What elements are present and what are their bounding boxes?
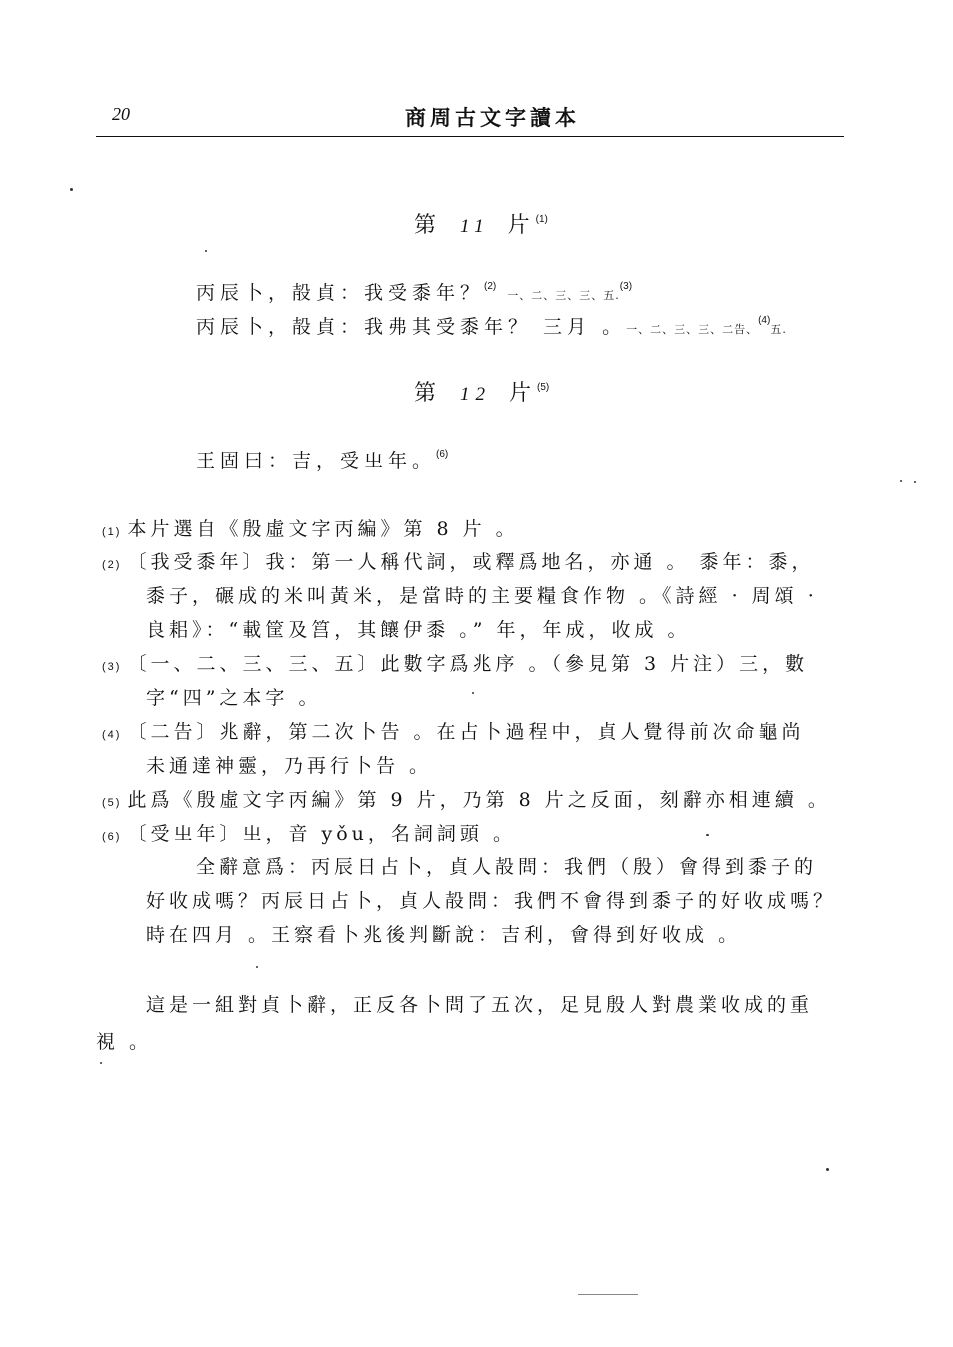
inscription-line bbox=[196, 278, 632, 305]
conclusion-line: 視 。 bbox=[96, 1031, 153, 1053]
scan-speck bbox=[472, 692, 474, 694]
scan-speck bbox=[256, 966, 258, 968]
note-2-cont: 良耜》：“載筐及筥，其饟伊黍 。” 年，年成，收成 。 bbox=[146, 619, 691, 641]
note-2 bbox=[102, 547, 815, 574]
inscription-line bbox=[196, 312, 787, 339]
section-heading-12 bbox=[414, 376, 549, 407]
crack-numbers-end: 五. bbox=[770, 323, 787, 336]
note-2-cont: 黍子，碾成的米叫黃米，是當時的主要糧食作物 。《詩經 · 周頌 · bbox=[146, 585, 818, 607]
scan-speck bbox=[205, 250, 207, 252]
inscription-text: 丙辰卜，㱿貞：我弗其受黍年？ 三月 。 bbox=[196, 316, 627, 338]
scan-speck bbox=[826, 1168, 829, 1171]
scan-speck bbox=[70, 188, 73, 191]
footnote-ref: (5) bbox=[537, 382, 550, 393]
scan-speck bbox=[900, 480, 902, 482]
heading-suffix: 片 bbox=[509, 381, 538, 406]
note-6 bbox=[102, 819, 516, 846]
note-text: 此爲《殷虛文字丙編》第 9 片，乃第 8 片之反面，刻辭亦相連續 。 bbox=[127, 789, 831, 811]
note-5 bbox=[102, 785, 831, 812]
note-marker: (5) bbox=[102, 797, 122, 809]
crack-numbers: 一、二、三、三、五. bbox=[507, 289, 620, 302]
note-marker: (6) bbox=[102, 831, 122, 843]
summary-line: 時在四月 。王察看卜兆後判斷說：吉利，會得到好收成 。 bbox=[146, 924, 742, 946]
note-marker: (2) bbox=[102, 559, 122, 571]
running-title: 商周古文字讀本 bbox=[405, 105, 580, 130]
note-1 bbox=[102, 514, 519, 541]
page-number: 20 bbox=[112, 104, 130, 124]
note-marker: (4) bbox=[102, 729, 122, 741]
header-rule bbox=[96, 136, 844, 137]
scan-speck bbox=[914, 481, 916, 483]
note-4 bbox=[102, 717, 805, 744]
scan-speck bbox=[706, 834, 709, 836]
note-text: 〔二告〕兆辭，第二次卜告 。在占卜過程中，貞人覺得前次命龜尚 bbox=[127, 721, 805, 743]
heading-number: 11 bbox=[460, 216, 490, 237]
heading-number: 12 bbox=[460, 384, 492, 405]
scan-speck bbox=[578, 1294, 638, 1295]
heading-suffix: 片 bbox=[507, 213, 536, 238]
footnote-ref: (2) bbox=[484, 281, 497, 292]
note-marker: (1) bbox=[102, 526, 122, 538]
summary-line: 好收成嗎？丙辰日占卜，貞人㱿問：我們不會得到黍子的好收成嗎？ bbox=[146, 890, 837, 912]
footnote-ref: (6) bbox=[436, 449, 449, 460]
scan-speck bbox=[100, 1062, 102, 1064]
summary-line: 全辭意爲：丙辰日占卜，貞人㱿問：我們（殷）會得到黍子的 bbox=[196, 856, 818, 878]
note-3-cont: 字“四”之本字 。 bbox=[146, 687, 322, 709]
note-text: 〔一、二、三、三、五〕此數字爲兆序 。（參見第 3 片注）三，數 bbox=[127, 653, 809, 675]
inscription-text: 丙辰卜，㱿貞：我受黍年？ bbox=[196, 282, 485, 304]
crack-numbers: 一、二、三、三、二告、 bbox=[626, 323, 759, 336]
note-3 bbox=[102, 649, 808, 676]
note-marker: (3) bbox=[102, 661, 122, 673]
conclusion-line: 這是一組對貞卜辭，正反各卜問了五次，足見殷人對農業收成的重 bbox=[146, 994, 814, 1016]
heading-prefix: 第 bbox=[414, 381, 443, 406]
footnote-ref: (4) bbox=[758, 315, 771, 326]
footnote-ref: (3) bbox=[619, 281, 633, 292]
note-text: 〔我受黍年〕我：第一人稱代詞，或釋爲地名，亦通 。 黍年：黍， bbox=[127, 551, 815, 573]
footnote-ref: (1) bbox=[535, 214, 548, 225]
note-4-cont: 未通達神靈，乃再行卜告 。 bbox=[146, 755, 433, 777]
note-text: 〔受㞢年〕㞢，音 yǒu，名詞詞頭 。 bbox=[127, 823, 516, 845]
note-text: 本片選自《殷虛文字丙編》第 8 片 。 bbox=[127, 518, 519, 540]
inscription-text: 王固曰：吉，受㞢年。 bbox=[196, 450, 437, 472]
section-heading-11 bbox=[414, 208, 548, 239]
heading-prefix: 第 bbox=[414, 213, 443, 238]
inscription-line bbox=[196, 446, 448, 473]
